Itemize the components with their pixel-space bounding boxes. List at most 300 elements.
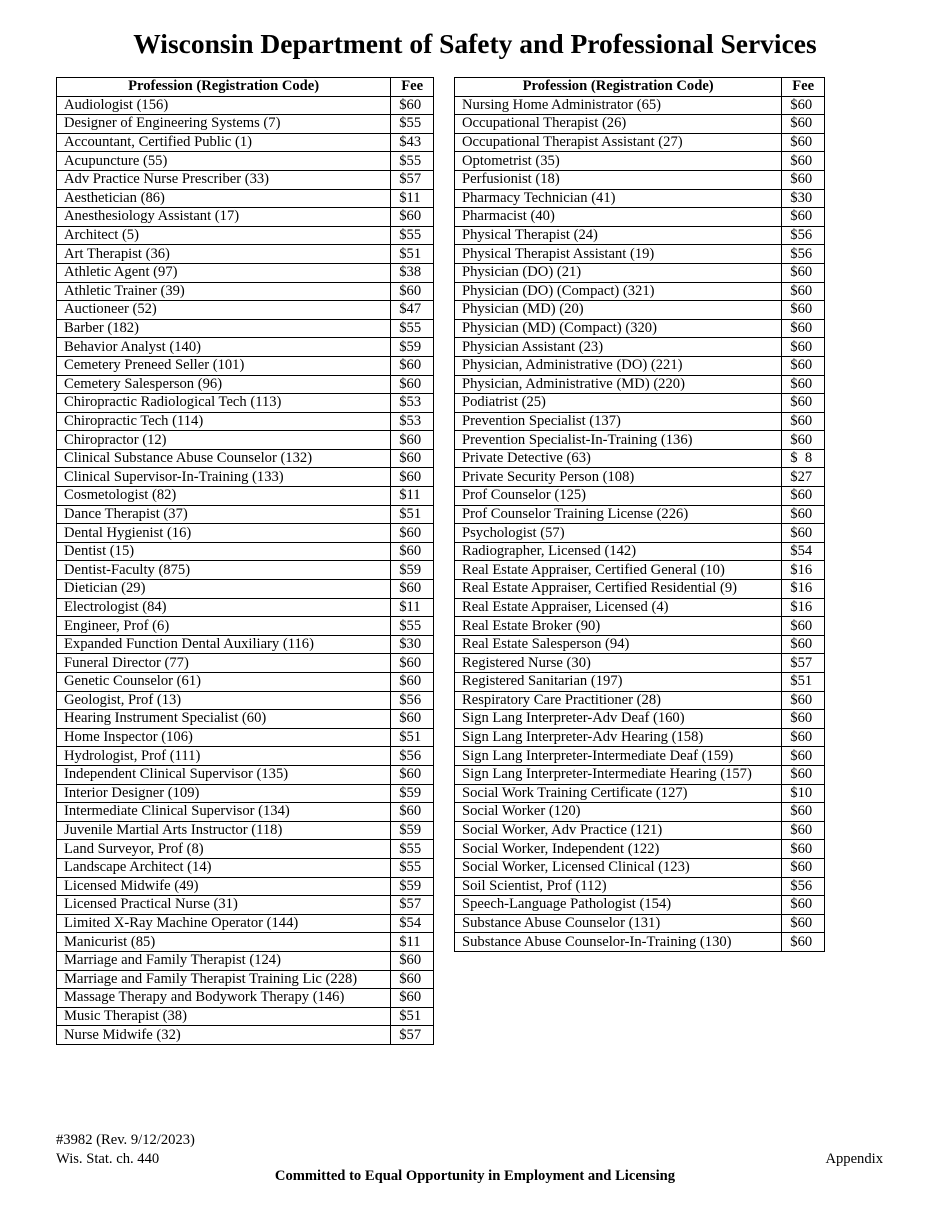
table-row [455,524,825,543]
table-row [57,840,434,859]
fee-table-right [454,77,825,952]
profession-cell: Private Detective (63) [455,449,782,468]
fee-cell: $57 [391,170,434,189]
profession-cell: Licensed Practical Nurse (31) [57,896,391,915]
table-row [455,914,825,933]
profession-cell: Prevention Specialist-In-Training (136) [455,431,782,450]
table-row [455,505,825,524]
table-row [57,208,434,227]
table-row [57,784,434,803]
table-row [57,263,434,282]
table-row [57,598,434,617]
fee-cell: $60 [391,803,434,822]
profession-cell: Land Surveyor, Prof (8) [57,840,391,859]
profession-cell: Nursing Home Administrator (65) [455,96,782,115]
table-row [455,896,825,915]
profession-cell: Radiographer, Licensed (142) [455,542,782,561]
profession-cell: Funeral Director (77) [57,654,391,673]
table-row [57,412,434,431]
profession-cell: Perfusionist (18) [455,170,782,189]
profession-cell: Social Worker (120) [455,803,782,822]
fee-cell: $60 [782,803,825,822]
table-row [455,728,825,747]
profession-cell: Audiologist (156) [57,96,391,115]
table-row [57,654,434,673]
table-row [455,170,825,189]
profession-cell: Landscape Architect (14) [57,858,391,877]
statute-reference: Wis. Stat. ch. 440 [56,1151,160,1167]
profession-cell: Geologist, Prof (13) [57,691,391,710]
table-row [455,133,825,152]
profession-cell: Speech-Language Pathologist (154) [455,896,782,915]
table-row [57,896,434,915]
fee-cell: $51 [782,673,825,692]
profession-cell: Substance Abuse Counselor-In-Training (130) [455,933,782,952]
profession-cell: Adv Practice Nurse Prescriber (33) [57,170,391,189]
fee-column-header: Fee [391,78,434,97]
profession-cell: Soil Scientist, Prof (112) [455,877,782,896]
fee-cell: $56 [782,226,825,245]
fee-cell: $60 [782,728,825,747]
profession-cell: Dentist (15) [57,542,391,561]
fee-cell: $60 [782,152,825,171]
fee-cell: $16 [782,598,825,617]
profession-cell: Social Worker, Licensed Clinical (123) [455,858,782,877]
table-row [455,580,825,599]
table-row [455,375,825,394]
table-row [455,673,825,692]
table-row [57,170,434,189]
table-row [57,542,434,561]
profession-cell: Hydrologist, Prof (111) [57,747,391,766]
table-row [455,319,825,338]
fee-cell: $59 [391,561,434,580]
profession-cell: Hearing Instrument Specialist (60) [57,710,391,729]
table-row [57,301,434,320]
fee-cell: $60 [391,580,434,599]
fee-cell: $60 [782,821,825,840]
fee-cell: $27 [782,468,825,487]
table-row [455,189,825,208]
table-row [57,115,434,134]
fee-cell: $59 [391,821,434,840]
profession-cell: Juvenile Martial Arts Instructor (118) [57,821,391,840]
form-number: #3982 (Rev. 9/12/2023) [56,1132,195,1148]
fee-cell: $11 [391,933,434,952]
table-row [57,877,434,896]
fee-cell: $60 [782,263,825,282]
profession-cell: Manicurist (85) [57,933,391,952]
table-row [455,877,825,896]
table-row [455,598,825,617]
fee-cell: $43 [391,133,434,152]
table-row [57,356,434,375]
profession-cell: Chiropractor (12) [57,431,391,450]
fee-cell: $60 [782,914,825,933]
fee-cell: $59 [391,338,434,357]
fee-cell: $55 [391,152,434,171]
table-row [57,152,434,171]
table-row [57,133,434,152]
profession-cell: Physician Assistant (23) [455,338,782,357]
profession-cell: Sign Lang Interpreter-Intermediate Deaf (159) [455,747,782,766]
profession-cell: Dental Hygienist (16) [57,524,391,543]
table-row [455,96,825,115]
table-row [57,524,434,543]
table-row [455,765,825,784]
fee-cell: $30 [391,635,434,654]
profession-cell: Dentist-Faculty (875) [57,561,391,580]
fee-cell: $60 [391,673,434,692]
fee-cell: $54 [391,914,434,933]
fee-cell: $60 [391,765,434,784]
profession-cell: Licensed Midwife (49) [57,877,391,896]
profession-cell: Accountant, Certified Public (1) [57,133,391,152]
table-row [57,933,434,952]
profession-cell: Real Estate Appraiser, Certified Residential (9) [455,580,782,599]
profession-cell: Aesthetician (86) [57,189,391,208]
fee-cell: $60 [782,282,825,301]
profession-cell: Chiropractic Tech (114) [57,412,391,431]
fee-cell: $54 [782,542,825,561]
fee-cell: $60 [782,96,825,115]
profession-cell: Substance Abuse Counselor (131) [455,914,782,933]
fee-cell: $60 [782,858,825,877]
fee-cell: $60 [391,654,434,673]
table-row [455,542,825,561]
table-row [57,375,434,394]
table-row [57,635,434,654]
table-row [455,115,825,134]
fee-cell: $60 [391,468,434,487]
fee-cell: $60 [391,542,434,561]
table-row [57,617,434,636]
profession-column-header: Profession (Registration Code) [57,78,391,97]
table-row [57,505,434,524]
fee-cell: $60 [391,970,434,989]
table-row [57,728,434,747]
fee-cell: $60 [782,431,825,450]
profession-cell: Cemetery Salesperson (96) [57,375,391,394]
table-row [455,858,825,877]
fee-cell: $60 [782,356,825,375]
table-row [455,245,825,264]
table-row [57,858,434,877]
table-row [455,263,825,282]
fee-cell: $60 [782,635,825,654]
fee-cell: $57 [782,654,825,673]
profession-cell: Physician (MD) (Compact) (320) [455,319,782,338]
fee-cell: $60 [782,617,825,636]
table-row [455,803,825,822]
fee-cell: $10 [782,784,825,803]
profession-cell: Real Estate Broker (90) [455,617,782,636]
fee-cell: $60 [782,524,825,543]
profession-cell: Interior Designer (109) [57,784,391,803]
profession-cell: Cosmetologist (82) [57,487,391,506]
table-row [455,431,825,450]
fee-cell: $60 [782,710,825,729]
fee-cell: $55 [391,617,434,636]
profession-cell: Physician (MD) (20) [455,301,782,320]
table-row [455,487,825,506]
profession-cell: Private Security Person (108) [455,468,782,487]
fee-cell: $53 [391,394,434,413]
fee-cell: $60 [782,375,825,394]
table-row [57,1007,434,1026]
profession-cell: Intermediate Clinical Supervisor (134) [57,803,391,822]
table-row [57,1026,434,1045]
table-row [57,989,434,1008]
table-row [455,338,825,357]
profession-cell: Athletic Trainer (39) [57,282,391,301]
profession-cell: Pharmacy Technician (41) [455,189,782,208]
fee-cell: $56 [782,245,825,264]
table-row [455,226,825,245]
fee-cell: $56 [782,877,825,896]
profession-cell: Occupational Therapist (26) [455,115,782,134]
table-row [455,710,825,729]
profession-cell: Auctioneer (52) [57,301,391,320]
profession-cell: Optometrist (35) [455,152,782,171]
profession-cell: Cemetery Preneed Seller (101) [57,356,391,375]
profession-cell: Pharmacist (40) [455,208,782,227]
fee-cell: $60 [391,710,434,729]
table-row [57,765,434,784]
table-row [455,412,825,431]
fee-cell: $56 [391,691,434,710]
profession-cell: Physician (DO) (Compact) (321) [455,282,782,301]
fee-cell: $60 [782,933,825,952]
fee-cell: $38 [391,263,434,282]
fee-cell: $60 [782,115,825,134]
fee-cell: $51 [391,245,434,264]
fee-cell: $60 [782,765,825,784]
table-row [57,561,434,580]
fee-cell: $60 [391,356,434,375]
fee-cell: $60 [782,301,825,320]
fee-cell: $60 [782,896,825,915]
fee-cell: $ 8 [782,449,825,468]
profession-cell: Marriage and Family Therapist Training Lic (228) [57,970,391,989]
table-row [455,784,825,803]
fee-cell: $60 [391,524,434,543]
profession-cell: Massage Therapy and Bodywork Therapy (146) [57,989,391,1008]
fee-table-left [56,77,434,1045]
fee-cell: $30 [782,189,825,208]
table-row [57,226,434,245]
table-row [57,710,434,729]
profession-cell: Real Estate Appraiser, Licensed (4) [455,598,782,617]
fee-cell: $11 [391,189,434,208]
profession-cell: Physical Therapist Assistant (19) [455,245,782,264]
fee-cell: $51 [391,728,434,747]
profession-cell: Sign Lang Interpreter-Intermediate Hearing (157) [455,765,782,784]
profession-cell: Art Therapist (36) [57,245,391,264]
table-row [57,338,434,357]
fee-cell: $60 [391,96,434,115]
profession-cell: Acupuncture (55) [57,152,391,171]
profession-cell: Respiratory Care Practitioner (28) [455,691,782,710]
profession-cell: Social Worker, Adv Practice (121) [455,821,782,840]
profession-cell: Clinical Supervisor-In-Training (133) [57,468,391,487]
table-row [57,189,434,208]
fee-cell: $55 [391,226,434,245]
table-row [455,449,825,468]
table-row [57,487,434,506]
fee-cell: $60 [391,951,434,970]
profession-cell: Dietician (29) [57,580,391,599]
profession-cell: Podiatrist (25) [455,394,782,413]
profession-column-header: Profession (Registration Code) [455,78,782,97]
profession-cell: Expanded Function Dental Auxiliary (116) [57,635,391,654]
table-row [57,914,434,933]
profession-cell: Music Therapist (38) [57,1007,391,1026]
profession-cell: Barber (182) [57,319,391,338]
fee-cell: $11 [391,487,434,506]
profession-cell: Physician, Administrative (DO) (221) [455,356,782,375]
fee-cell: $60 [782,840,825,859]
table-header-row [455,78,825,97]
fee-cell: $60 [782,487,825,506]
profession-cell: Home Inspector (106) [57,728,391,747]
table-row [455,152,825,171]
fee-cell: $53 [391,412,434,431]
profession-cell: Marriage and Family Therapist (124) [57,951,391,970]
profession-cell: Prof Counselor Training License (226) [455,505,782,524]
fee-cell: $60 [782,412,825,431]
fee-cell: $60 [782,505,825,524]
appendix-label: Appendix [825,1151,883,1167]
table-row [455,691,825,710]
profession-cell: Sign Lang Interpreter-Adv Deaf (160) [455,710,782,729]
profession-cell: Behavior Analyst (140) [57,338,391,357]
profession-cell: Real Estate Salesperson (94) [455,635,782,654]
fee-cell: $57 [391,896,434,915]
table-row [57,691,434,710]
profession-cell: Independent Clinical Supervisor (135) [57,765,391,784]
profession-cell: Designer of Engineering Systems (7) [57,115,391,134]
profession-cell: Occupational Therapist Assistant (27) [455,133,782,152]
fee-cell: $60 [782,319,825,338]
profession-cell: Genetic Counselor (61) [57,673,391,692]
profession-cell: Dance Therapist (37) [57,505,391,524]
table-row [57,96,434,115]
table-row [455,356,825,375]
table-row [57,821,434,840]
table-row [455,840,825,859]
fee-cell: $60 [391,208,434,227]
fee-cell: $51 [391,1007,434,1026]
fee-cell: $55 [391,115,434,134]
table-row [455,301,825,320]
fee-cell: $60 [782,133,825,152]
table-row [455,635,825,654]
profession-cell: Real Estate Appraiser, Certified General (10) [455,561,782,580]
profession-cell: Anesthesiology Assistant (17) [57,208,391,227]
fee-cell: $59 [391,784,434,803]
fee-cell: $59 [391,877,434,896]
table-row [57,431,434,450]
fee-cell: $60 [782,747,825,766]
fee-cell: $55 [391,858,434,877]
profession-cell: Engineer, Prof (6) [57,617,391,636]
profession-cell: Architect (5) [57,226,391,245]
fee-cell: $60 [391,449,434,468]
fee-cell: $60 [782,338,825,357]
equal-opportunity-tagline: Committed to Equal Opportunity in Employment and Licensing [274,1168,676,1184]
fee-cell: $55 [391,840,434,859]
table-row [57,747,434,766]
table-row [57,803,434,822]
table-row [455,747,825,766]
table-row [57,394,434,413]
fee-cell: $60 [782,691,825,710]
table-row [455,208,825,227]
table-row [57,951,434,970]
profession-cell: Registered Sanitarian (197) [455,673,782,692]
fee-cell: $16 [782,580,825,599]
table-header-row [57,78,434,97]
fee-cell: $60 [782,170,825,189]
fee-cell: $55 [391,319,434,338]
profession-cell: Limited X-Ray Machine Operator (144) [57,914,391,933]
profession-cell: Physician (DO) (21) [455,263,782,282]
profession-cell: Clinical Substance Abuse Counselor (132) [57,449,391,468]
table-row [455,468,825,487]
profession-cell: Prevention Specialist (137) [455,412,782,431]
profession-cell: Social Work Training Certificate (127) [455,784,782,803]
fee-cell: $16 [782,561,825,580]
fee-cell: $60 [391,282,434,301]
table-row [57,468,434,487]
table-row [57,282,434,301]
profession-cell: Athletic Agent (97) [57,263,391,282]
profession-cell: Prof Counselor (125) [455,487,782,506]
fee-cell: $60 [782,394,825,413]
table-row [57,673,434,692]
fee-cell: $51 [391,505,434,524]
profession-cell: Physician, Administrative (MD) (220) [455,375,782,394]
table-row [57,245,434,264]
table-row [455,561,825,580]
table-row [57,580,434,599]
fee-cell: $60 [391,431,434,450]
fee-column-header: Fee [782,78,825,97]
table-row [455,617,825,636]
fee-cell: $60 [391,375,434,394]
profession-cell: Electrologist (84) [57,598,391,617]
table-row [455,933,825,952]
table-row [455,821,825,840]
table-row [455,282,825,301]
profession-cell: Nurse Midwife (32) [57,1026,391,1045]
fee-cell: $56 [391,747,434,766]
profession-cell: Physical Therapist (24) [455,226,782,245]
profession-cell: Social Worker, Independent (122) [455,840,782,859]
fee-cell: $60 [391,989,434,1008]
fee-cell: $57 [391,1026,434,1045]
profession-cell: Chiropractic Radiological Tech (113) [57,394,391,413]
profession-cell: Sign Lang Interpreter-Adv Hearing (158) [455,728,782,747]
table-row [455,394,825,413]
fee-cell: $60 [782,208,825,227]
profession-cell: Psychologist (57) [455,524,782,543]
table-row [57,319,434,338]
table-row [455,654,825,673]
fee-cell: $11 [391,598,434,617]
profession-cell: Registered Nurse (30) [455,654,782,673]
